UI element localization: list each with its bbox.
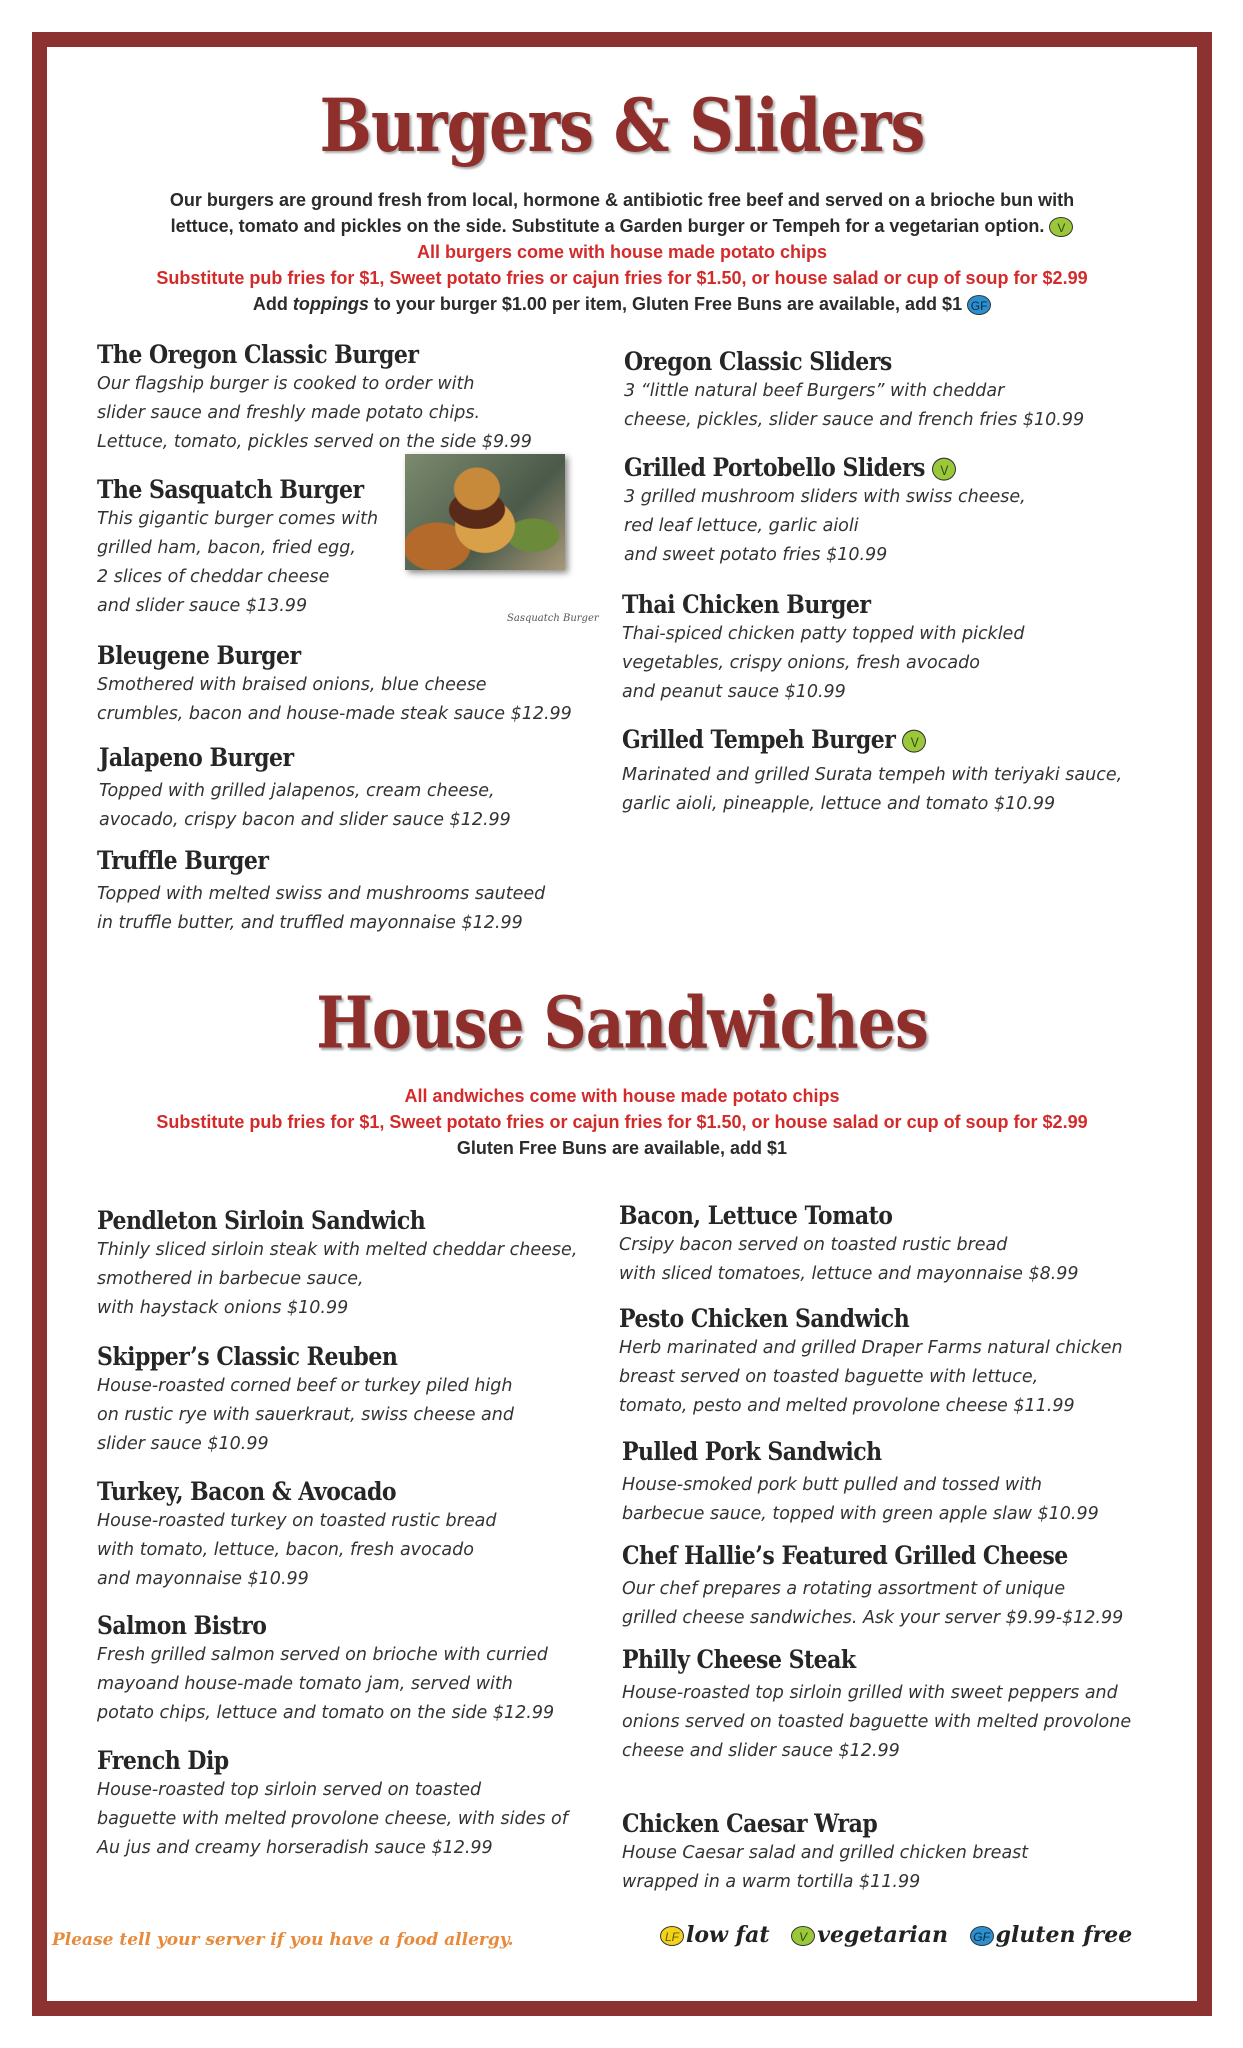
item-desc: House Caesar salad and grilled chicken breast wrapped in a warm tortilla $11.99 [622,1843,1029,1892]
intro-line-2-text: lettuce, tomato and pickles on the side. Substitute a Garden burger or Tempeh for a vegetarian option. [170,216,1045,236]
menu-item [97,1206,577,1323]
menu-item [97,340,532,457]
item-name: Bacon, Lettuce Tomato [619,1201,893,1231]
sandwiches-red-2: Substitute pub fries for $1, Sweet potato fries or cajun fries for $1.50, or house salad or cup of soup for $2.99 [156,1112,1088,1132]
item-desc: Topped with grilled jalapenos, cream cheese, avocado, crispy bacon and slider sauce $12.99 [99,781,511,830]
item-desc: Crsipy bacon served on toasted rustic bread with sliced tomatoes, lettuce and mayonnaise $8.99 [619,1235,1079,1284]
sandwiches-red-1: All andwiches come with house made potato chips [404,1086,840,1106]
menu-item [622,1541,1123,1633]
menu-item [97,1611,554,1728]
item-name: Bleugene Burger [97,641,301,671]
menu-item [624,347,1084,435]
item-name: Salmon Bistro [97,1611,267,1641]
item-desc: Our flagship burger is cooked to order with slider sauce and freshly made potato chips. Lettuce, tomato, pickles served on the side $9.99 [97,374,532,452]
vegetarian-badge-icon: V [902,730,926,753]
item-name [622,723,1122,758]
menu-item [622,590,1024,707]
item-name: Jalapeno Burger [99,743,294,773]
item-name: Pulled Pork Sandwich [622,1437,882,1467]
item-name-text: Grilled Tempeh Burger [622,725,896,755]
menu-item [97,846,545,938]
gluten-free-badge-icon: GF [967,295,991,315]
item-desc: Herb marinated and grilled Draper Farms natural chicken breast served on toasted baguette with lettuce, tomato, pesto and melted provolone cheese $11.99 [619,1338,1123,1416]
legend-gluten-free: gluten free [995,1922,1133,1948]
sandwiches-intro [47,1083,1197,1161]
menu-item [622,1809,1028,1897]
photo-caption: Sasquatch Burger [507,613,599,624]
menu-item [619,1304,1123,1421]
intro-red-2: Substitute pub fries for $1, Sweet potato fries or cajun fries for $1.50, or house salad or cup of soup for $2.99 [156,268,1088,288]
sandwiches-dark: Gluten Free Buns are available, add $1 [456,1138,788,1158]
item-desc: House-smoked pork butt pulled and tossed with barbecue sauce, topped with green apple slaw $10.99 [622,1475,1099,1524]
menu-item [622,725,1122,819]
menu-item [97,475,378,621]
item-desc: This gigantic burger comes with grilled ham, bacon, fried egg, 2 slices of cheddar cheese and slider sauce $13.99 [97,509,379,616]
item-desc: 3 grilled mushroom sliders with swiss cheese, red leaf lettuce, garlic aioli and sweet potato fries $10.99 [624,487,1026,565]
item-desc: Thai-spiced chicken patty topped with pickled vegetables, crispy onions, fresh avocado and peanut sauce $10.99 [622,624,1025,702]
gluten-free-badge-icon: GF [970,1926,994,1946]
legend [660,1922,1146,1948]
item-name: Oregon Classic Sliders [624,347,892,377]
vegetarian-badge-icon: V [932,458,956,481]
item-name: Chicken Caesar Wrap [622,1809,878,1839]
item-name: Chef Hallie’s Featured Grilled Cheese [622,1541,1068,1571]
toppings-word: toppings [292,294,369,314]
item-name: Skipper’s Classic Reuben [97,1342,398,1372]
item-desc: House-roasted turkey on toasted rustic bread with tomato, lettuce, bacon, fresh avocado and mayonnaise $10.99 [97,1511,497,1589]
burgers-intro [47,187,1197,317]
vegetarian-badge-icon: V [1049,217,1073,237]
item-desc: Smothered with braised onions, blue cheese crumbles, bacon and house-made steak sauce $12.99 [97,675,572,724]
legend-low-fat: low fat [686,1922,770,1948]
menu-item [97,1746,568,1863]
intro-red-1: All burgers come with house made potato chips [416,242,828,262]
toppings-line [47,291,1197,317]
item-name: French Dip [97,1746,229,1776]
allergy-note: Please tell your server if you have a food allergy. [52,1930,514,1950]
menu-item [97,1477,496,1594]
menu-item [619,1201,1079,1289]
item-desc: Marinated and grilled Surata tempeh with teriyaki sauce, garlic aioli, pineapple, lettuce and tomato $10.99 [622,765,1123,814]
intro-line-1: Our burgers are ground fresh from local, hormone & antibiotic free beef and served on a brioche bun with [169,190,1075,210]
menu-item [622,1645,1131,1766]
sandwiches-title: House Sandwiches [316,982,928,1066]
item-desc: House-roasted corned beef or turkey piled high on rustic rye with sauerkraut, swiss cheese and slider sauce $10.99 [97,1376,514,1454]
item-desc: Thinly sliced sirloin steak with melted cheddar cheese, smothered in barbecue sauce, with haystack onions $10.99 [97,1240,578,1318]
item-desc: 3 “little natural beef Burgers” with cheddar cheese, pickles, slider sauce and french fries $10.99 [624,381,1085,430]
item-name: Philly Cheese Steak [622,1645,856,1675]
menu-frame [32,32,1212,2016]
menu-item [97,641,572,729]
toppings-pre: Add [252,294,293,314]
item-desc: House-roasted top sirloin served on toasted baguette with melted provolone cheese, with sides of Au jus and creamy horseradish sauce $12.99 [97,1780,568,1858]
item-name: Pesto Chicken Sandwich [619,1304,910,1334]
intro-line-2 [47,213,1197,239]
item-name [624,451,1026,486]
item-name: Pendleton Sirloin Sandwich [97,1206,426,1236]
item-name: Turkey, Bacon & Avocado [97,1477,397,1507]
menu-item [622,1437,1099,1529]
legend-vegetarian: vegetarian [817,1922,948,1948]
item-name: Thai Chicken Burger [622,590,871,620]
toppings-post: to your burger $1.00 per item, Gluten Free Buns are available, add $1 [368,294,963,314]
vegetarian-badge-icon: V [791,1926,815,1946]
menu-item [99,743,511,835]
menu-item [624,453,1026,570]
low-fat-badge-icon: LF [660,1926,684,1946]
burgers-title: Burgers & Sliders [319,82,925,169]
sasquatch-burger-photo [405,454,565,570]
item-name: Truffle Burger [97,846,269,876]
item-desc: House-roasted top sirloin grilled with sweet peppers and onions served on toasted baguette with melted provolone cheese and slider sauce $12.99 [622,1683,1132,1761]
item-desc: Topped with melted swiss and mushrooms sauteed in truffle butter, and truffled mayonnaise $12.99 [97,884,546,933]
item-name: The Sasquatch Burger [97,475,364,505]
menu-item [97,1342,514,1459]
item-desc: Fresh grilled salmon served on brioche with curried mayoand house-made tomato jam, served with potato chips, lettuce and tomato on the side $12.99 [97,1645,555,1723]
item-name-text: Grilled Portobello Sliders [624,453,925,483]
item-desc: Our chef prepares a rotating assortment of unique grilled cheese sandwiches. Ask your server $9.99-$12.99 [622,1579,1124,1628]
item-name: The Oregon Classic Burger [97,340,419,370]
